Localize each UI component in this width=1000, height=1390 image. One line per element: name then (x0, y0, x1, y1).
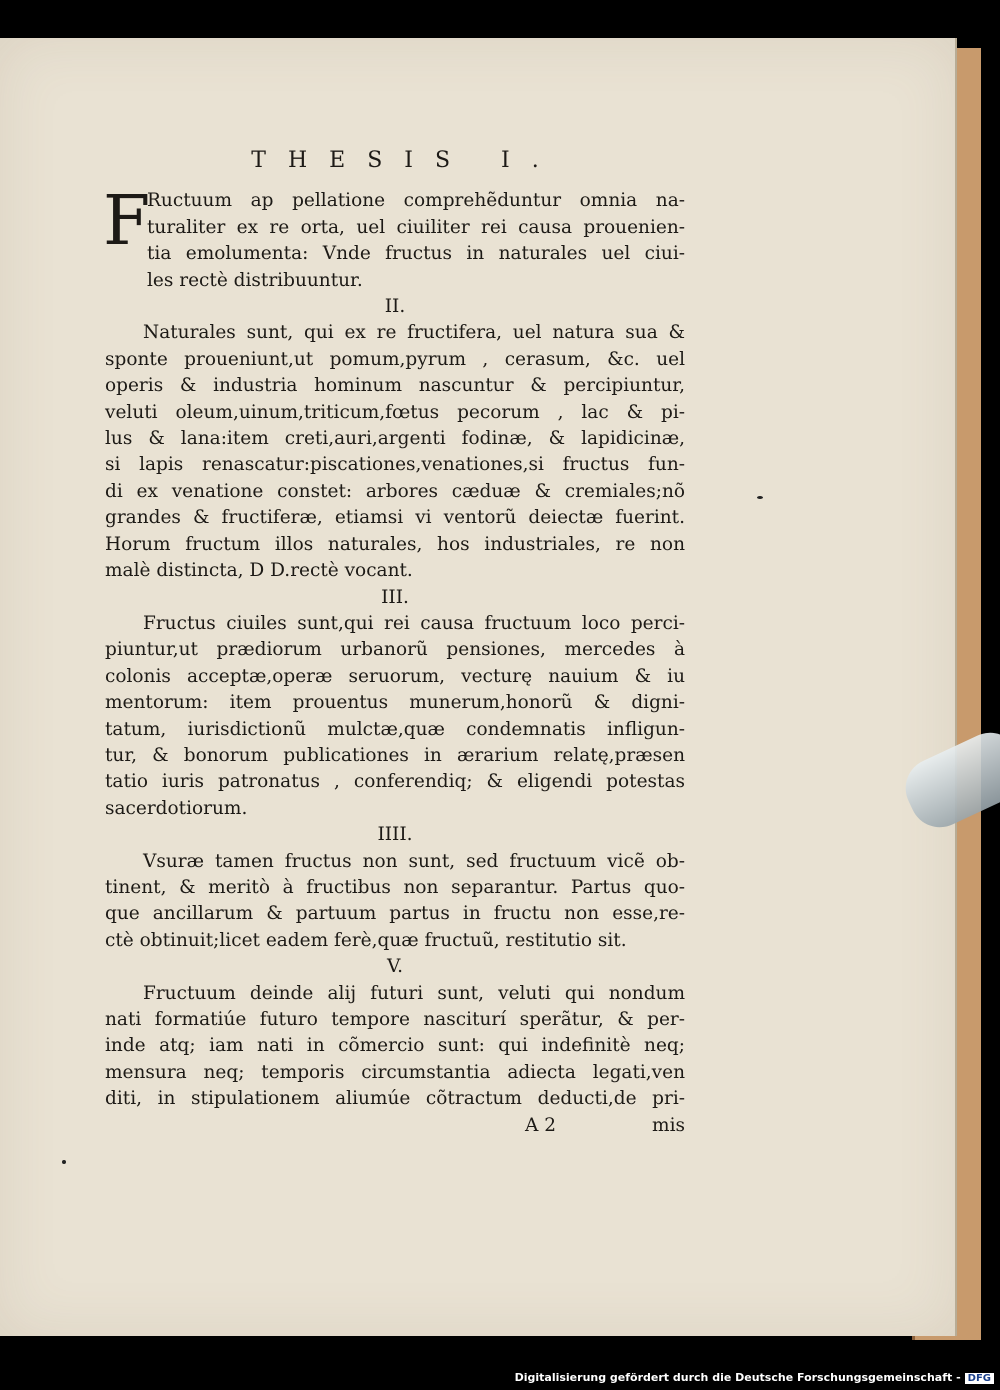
section-numeral: V. (386, 956, 403, 978)
dfg-logo: DFG (965, 1373, 994, 1384)
text-line: Horum fructum illos naturales, hos industriales, re non (105, 533, 685, 555)
text-line: tatum, iurisdictionũ mulctæ,quæ condemnatis infligun- (105, 718, 685, 740)
ink-speck (757, 496, 763, 499)
section-5 (105, 981, 685, 1113)
text-line: tinent, & meritò à fructibus non separantur. Partus quo- (105, 876, 685, 898)
text-line: piuntur,ut prædiorum urbanorũ pensiones, mercedes à (105, 639, 685, 661)
text-line: Fructuum deinde alij futuri sunt, veluti qui nondum (143, 982, 685, 1004)
page-footer-line (105, 1113, 685, 1139)
text-line: turaliter ex re orta, uel ciuiliter rei causa prouenien- (147, 216, 685, 238)
text-line: sponte proueniunt,ut pomum,pyrum , cerasum, &c. uel (105, 348, 685, 370)
catchword: mis (652, 1114, 685, 1136)
page-heading: THESIS I. (251, 148, 561, 173)
text-line: colonis acceptæ,operæ seruorum, vecturę nauium & iu (105, 665, 685, 687)
text-line: tia emolumenta: Vnde fructus in naturales uel ciui- (147, 243, 685, 265)
text-line: lus & lana:item creti,auri,argenti fodinæ, & lapidicinæ, (105, 428, 685, 450)
text-line: Naturales sunt, qui ex re fructifera, uel natura sua & (143, 322, 685, 344)
section-3 (105, 611, 685, 822)
text-line: tur, & bonorum publicationes in ærarium relatę,præsen (105, 744, 685, 766)
section-4 (105, 849, 685, 955)
text-line: malè distincta, D D.rectè vocant. (105, 560, 413, 582)
text-line: les rectè distribuuntur. (147, 269, 363, 291)
text-line: mensura neq; temporis circumstantia adiecta legati,ven (105, 1061, 685, 1083)
ink-speck (62, 1160, 66, 1164)
text-line: si lapis renascatur:piscationes,venationes,si fructus fun- (105, 454, 685, 476)
page-text (105, 148, 685, 1139)
section-2 (105, 320, 685, 584)
text-line: ctè obtinuit;licet eadem ferè,quæ fructuũ, restitutio sit. (105, 929, 627, 951)
text-line: Vsuræ tamen fructus non sunt, sed fructuum vicẽ ob- (143, 850, 685, 872)
text-line: veluti oleum,uinum,triticum,fœtus pecorum , lac & pi- (105, 401, 685, 423)
signature-mark: A 2 (525, 1114, 557, 1136)
text-line: operis & industria hominum nascuntur & percipiuntur, (105, 375, 685, 397)
dfg-credit-text: Digitalisierung gefördert durch die Deutsche Forschungsgemeinschaft - (514, 1371, 961, 1384)
text-line: inde atq; iam nati in cõmercio sunt: qui indefinitè neq; (105, 1035, 685, 1057)
section-numeral: II. (384, 296, 406, 318)
section-numeral: III. (381, 586, 409, 608)
text-line: Ructuum ap pellatione comprehẽduntur omnia na- (147, 190, 685, 212)
section-1 (103, 182, 685, 294)
text-line: tatio iuris patronatus , conferendiq; & eligendi potestas (105, 771, 685, 793)
text-line: di ex venatione constet: arbores cæduæ & cremiales;nõ (105, 480, 685, 502)
text-line: grandes & fructiferæ, etiamsi vi ventorũ deiectæ fuerint. (105, 507, 685, 529)
text-line: diti, in stipulationem aliumúe cõtractum deducti,de pri- (105, 1088, 685, 1110)
text-line: mentorum: item prouentus munerum,honorũ & digni- (105, 692, 685, 714)
dfg-credit (515, 1371, 994, 1384)
text-line: que ancillarum & partuum partus in fructu non esse,re- (105, 903, 685, 925)
text-line: nati formatiúe futuro tempore nasciturí sperãtur, & per- (105, 1009, 685, 1030)
text-line: Fructus ciuiles sunt,qui rei causa fructuum loco perci- (143, 612, 685, 634)
text-line: sacerdotiorum. (105, 797, 248, 819)
dropcap: F (103, 182, 151, 262)
section-numeral: IIII. (377, 824, 413, 846)
